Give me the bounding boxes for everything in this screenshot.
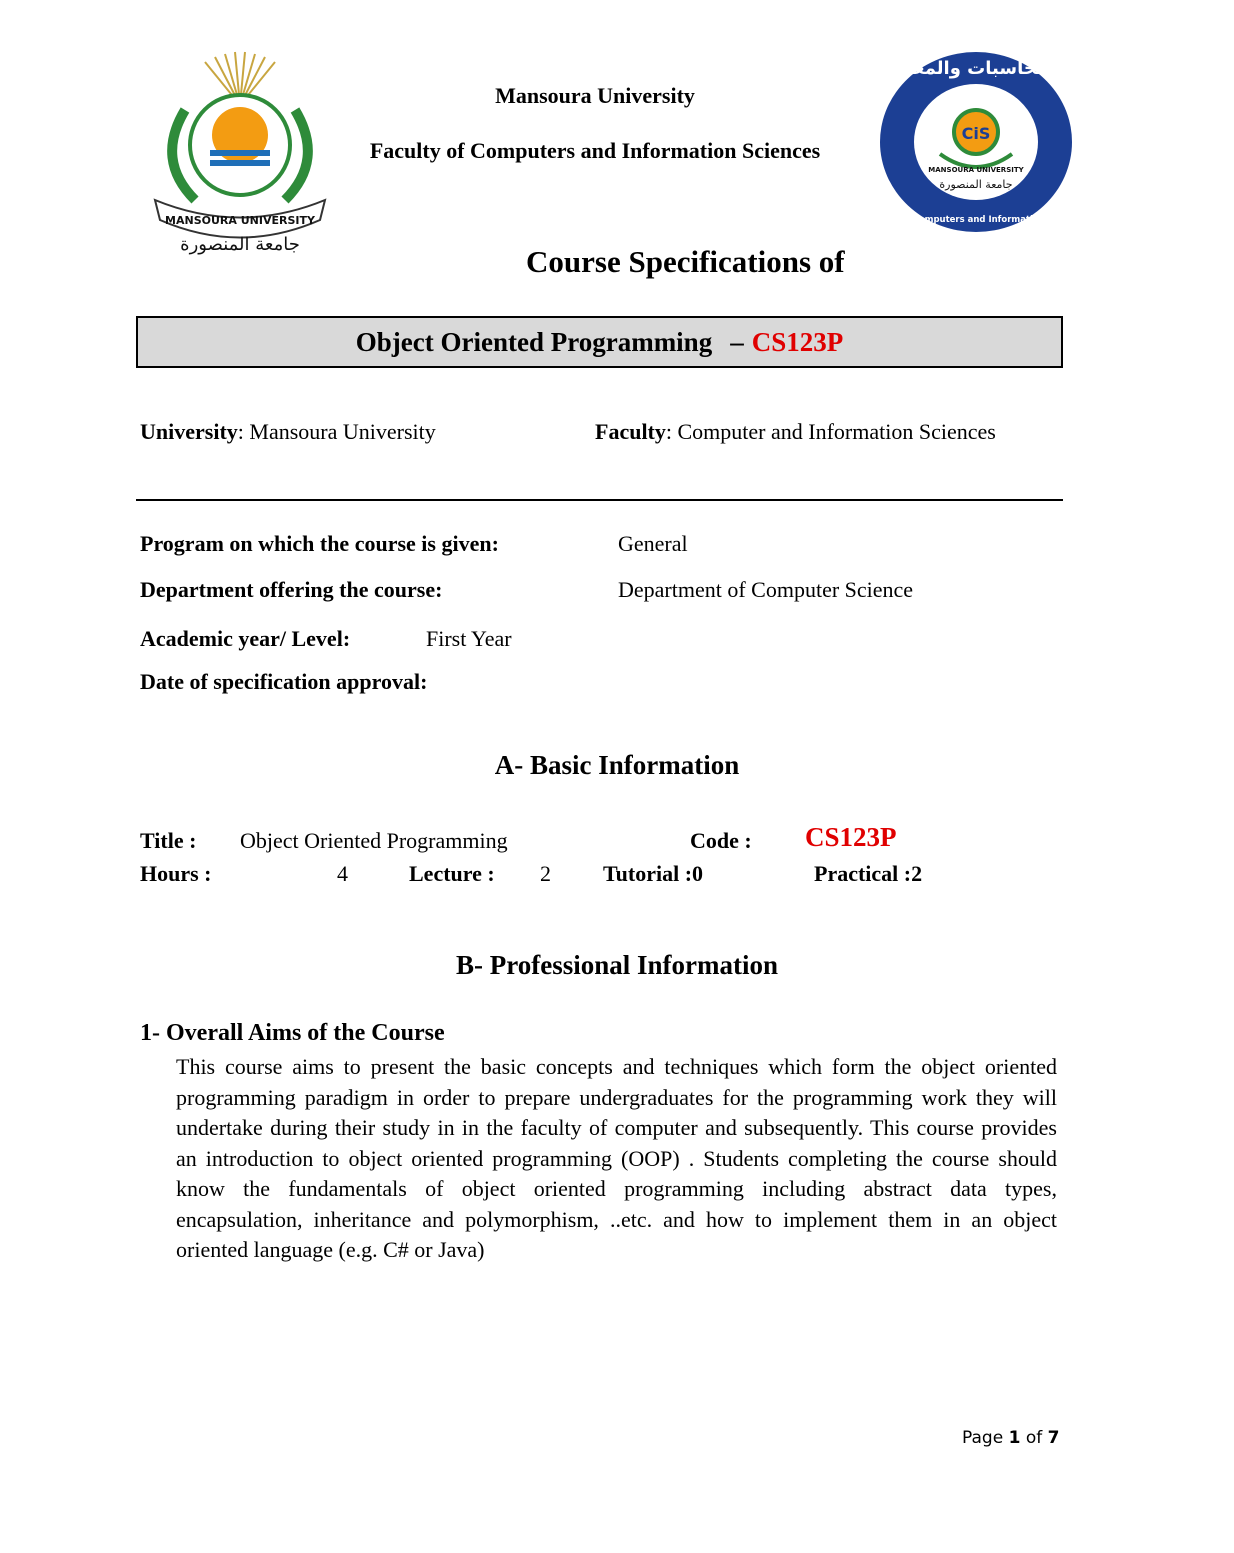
cis-ring-text-en: Faculty of Computers and Information Sciences <box>862 215 1090 225</box>
section-a-heading: A- Basic Information <box>494 750 740 780</box>
university-name: Mansoura University <box>495 83 695 108</box>
level-value: First Year <box>426 626 512 651</box>
faculty-value: : Computer and Information Sciences <box>665 419 996 444</box>
course-box-separator: – <box>730 326 744 357</box>
seal-text-ar: جامعة المنصورة <box>180 234 300 255</box>
cis-ring-text-ar: كلية الحاسبات والمعلومات <box>859 58 1093 79</box>
spec-heading: Course Specifications of <box>526 244 845 279</box>
section-b-heading: B- Professional Information <box>456 950 778 980</box>
practical-hours: Practical :2 <box>814 861 923 886</box>
cis-center-text: CiS <box>961 124 991 143</box>
divider-line <box>136 499 1063 501</box>
lecture-label: Lecture : <box>409 861 495 886</box>
title-label: Title : <box>140 828 197 853</box>
aims-heading: 1- Overall Aims of the Course <box>140 1020 445 1046</box>
tutorial-hours: Tutorial :0 <box>603 861 704 886</box>
of-word: of <box>1025 1428 1043 1448</box>
mansoura-university-logo <box>145 50 335 260</box>
page-word: Page <box>962 1428 1004 1448</box>
faculty-name: Faculty of Computers and Information Sciences <box>369 138 821 163</box>
university-field <box>140 419 436 445</box>
university-label: University <box>140 419 238 444</box>
level-label: Academic year/ Level: <box>140 626 351 651</box>
course-title-box <box>136 316 1063 368</box>
department-value: Department of Computer Science <box>618 577 914 602</box>
program-value: General <box>618 531 688 556</box>
lecture-value: 2 <box>540 861 551 886</box>
code-value: CS123P <box>805 822 897 852</box>
university-value: : Mansoura University <box>237 419 436 444</box>
faculty-label: Faculty <box>595 419 666 444</box>
hours-value: 4 <box>337 861 348 886</box>
page-current: 1 <box>1008 1428 1021 1448</box>
approval-date-label: Date of specification approval: <box>140 669 428 694</box>
title-value: Object Oriented Programming <box>240 828 508 853</box>
seal-text-en: MANSOURA UNIVERSITY <box>165 214 315 227</box>
code-label: Code : <box>690 828 752 853</box>
hours-label: Hours : <box>140 861 212 886</box>
program-label: Program on which the course is given: <box>140 531 499 556</box>
course-box-name: Object Oriented Programming <box>355 326 713 357</box>
faculty-field <box>595 419 996 445</box>
course-box-code: CS123P <box>751 326 844 357</box>
cis-inner-text-en: MANSOURA UNIVERSITY <box>928 166 1024 174</box>
department-label: Department offering the course: <box>140 577 443 602</box>
aims-paragraph: This course aims to present the basic concepts and techniques which form the object oriented programming paradigm in order to prepare undergraduates for the programming work they will undertake during their study in in the faculty of computer and subsequently. This course provides an introduction to object oriented programming (OOP) . Students completing the course should know the fundamentals of object oriented programming including abstract data types, encapsulation, inheritance and polymorphism, ..etc. and how to implement them in an object oriented language (e.g. C# or Java) <box>176 1054 1057 1262</box>
cis-faculty-logo <box>859 50 1093 235</box>
cis-inner-text-ar: جامعة المنصورة <box>939 178 1013 191</box>
page-total: 7 <box>1047 1428 1060 1448</box>
page-number <box>962 1428 1059 1448</box>
